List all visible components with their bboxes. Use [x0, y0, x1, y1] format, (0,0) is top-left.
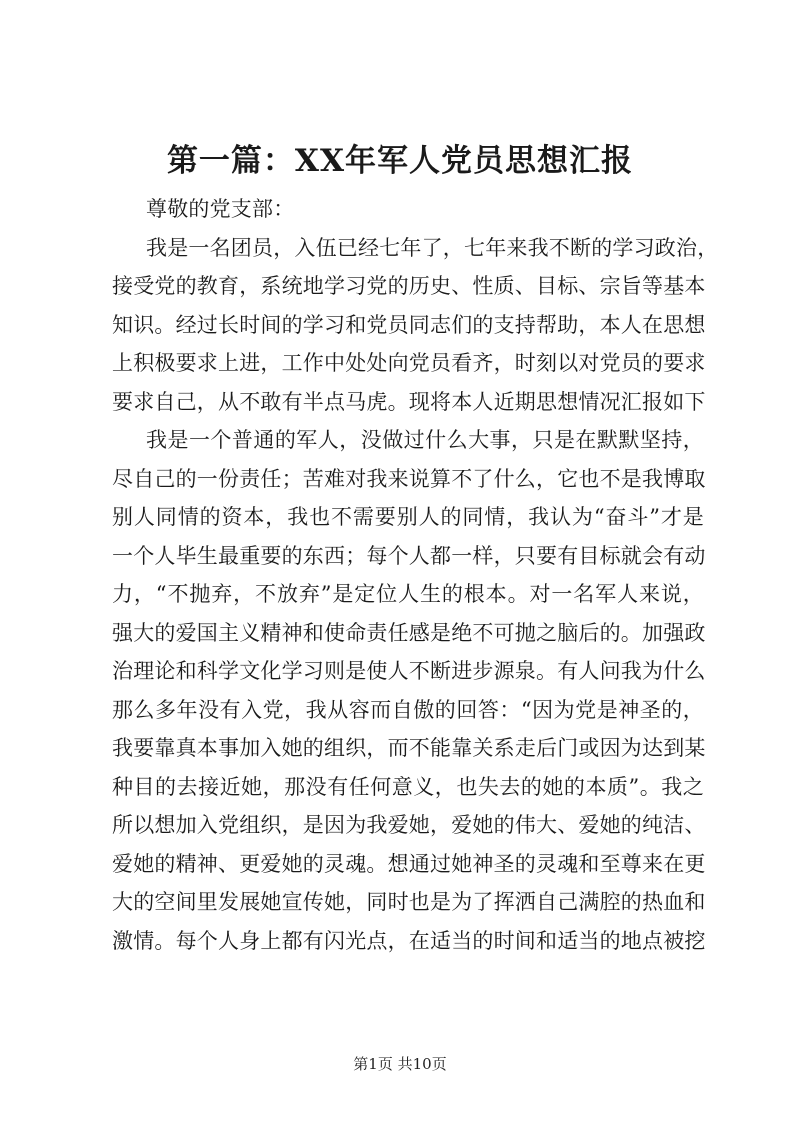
document-title: 第一篇：XX年军人党员思想汇报	[166, 143, 634, 179]
text-line: 我是一个普通的军人，没做过什么大事，只是在默默坚持，	[146, 428, 704, 452]
text-line: 知识。经过长时间的学习和党员同志们的支持帮助，本人在思想	[112, 312, 706, 337]
text-line: 大的空间里发展她宣传她，同时也是为了挥洒自己满腔的热血和	[112, 890, 706, 914]
text-line: 所以想加入党组织，是因为我爱她，爱她的伟大、爱她的纯洁、	[112, 813, 706, 837]
text-line: 力，“不抛弃，不放弃”是定位人生的根本。对一名军人来说，	[112, 582, 704, 606]
text-line: 种目的去接近她，那没有任何意义，也失去的她的本质”。我之	[112, 774, 704, 799]
text-line: 要求自己，从不敢有半点马虎。现将本人近期思想情况汇报如下	[112, 389, 706, 414]
text-line: 一个人毕生最重要的东西；每个人都一样，只要有目标就会有动	[112, 543, 706, 568]
text-line: 强大的爱国主义精神和使命责任感是绝不可抛之脑后的。加强政	[112, 620, 706, 645]
text-line: 爱她的精神、更爱她的灵魂。想通过她神圣的灵魂和至尊来在更	[112, 851, 706, 876]
page-number-footer: 第1页 共10页	[353, 1055, 447, 1073]
text-line: 激情。每个人身上都有闪光点，在适当的时间和适当的地点被挖	[112, 928, 706, 953]
text-line: 我是一名团员，入伍已经七年了，七年来我不断的学习政治，	[146, 235, 719, 260]
text-line: 那么多年没有入党，我从容而自傲的回答：“因为党是神圣的，	[112, 697, 704, 722]
document-body	[112, 190, 719, 960]
text-line: 治理论和科学文化学习则是使人不断进步源泉。有人问我为什么	[112, 659, 706, 683]
salutation-line: 尊敬的党支部：	[146, 197, 295, 221]
text-line: 我要靠真本事加入她的组织，而不能靠关系走后门或因为达到某	[112, 736, 706, 760]
text-line: 别人同情的资本，我也不需要别人的同情，我认为“奋斗”才是	[112, 505, 704, 529]
text-line: 上积极要求上进，工作中处处向党员看齐，时刻以对党员的要求	[112, 351, 706, 375]
text-line: 尽自己的一份责任；苦难对我来说算不了什么，它也不是我博取	[112, 466, 706, 491]
text-line: 接受党的教育，系统地学习党的历史、性质、目标、宗旨等基本	[112, 274, 706, 298]
